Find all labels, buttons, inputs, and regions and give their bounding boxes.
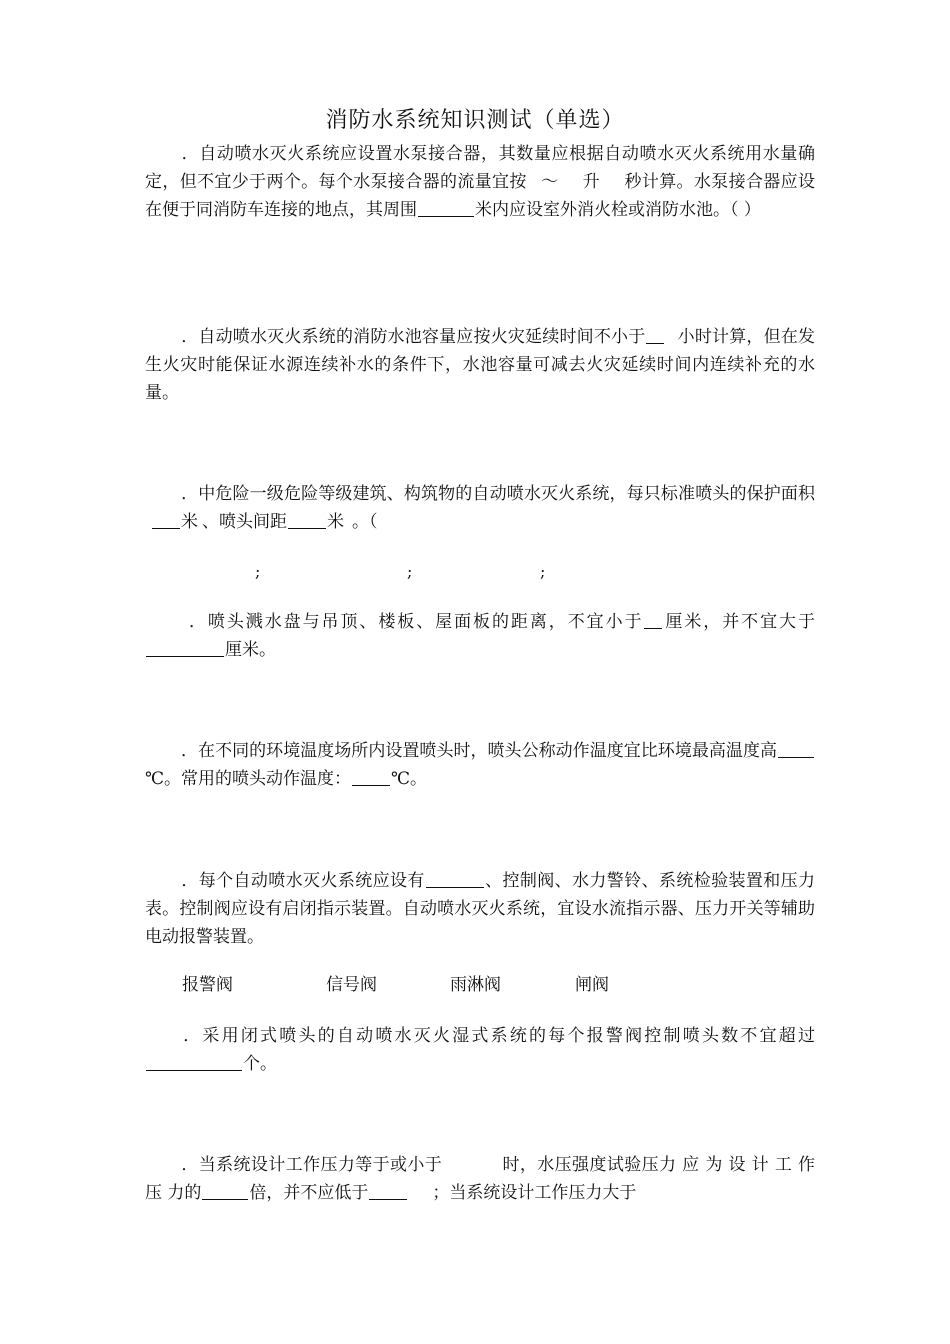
q3-text-1: ．中危险一级危险等级建筑、构筑物的自动喷水灭火系统，每只标准喷头的保护面积 — [181, 484, 815, 504]
question-4 — [145, 608, 815, 664]
answer-blank — [646, 326, 664, 344]
q7-text-2: 个。 — [243, 1054, 277, 1074]
q2-text-2: 小时计算，但在发生火灾时能保证水源连续补水的条件下，水池容量可减去火灾延续时间内连续补充的水量。 — [145, 327, 816, 403]
q4-text-2: 厘米，并不宜大于 — [663, 612, 815, 632]
q1-text-1: ．自动喷水灭火系统应设置水泵接合器，其数量应根据自动喷水灭火系统用水量确定，但不宜少于两个。每个水泵接合器的流量宜按 — [145, 144, 815, 192]
answer-blank — [644, 611, 662, 629]
answer-blank — [146, 1053, 242, 1071]
q1-text-4: 秒计算。水泵接合器应设在便于同消防车连接的地点，其周围 — [145, 172, 816, 220]
q3-text-5: 。（ — [352, 512, 378, 532]
option-signal-valve[interactable]: 信号阀 — [326, 975, 377, 995]
question-2 — [145, 323, 815, 407]
question-8 — [145, 1151, 815, 1207]
q5-text-1: ．在不同的环境温度场所内设置喷头时，喷头公称动作温度宜比环境最高温度高 — [181, 741, 777, 761]
q1-text-3: 升 — [582, 172, 601, 192]
question-6 — [145, 867, 815, 951]
q5-text-3: ℃。 — [391, 769, 428, 789]
answer-blank — [202, 1182, 248, 1200]
answer-blank — [418, 199, 474, 217]
answer-options — [0, 970, 950, 1000]
q3-text-2: 米 — [181, 512, 198, 532]
q7-text-1: ．采用闭式喷头的自动喷水灭火湿式系统的每个报警阀控制喷头数不宜超过 — [181, 1026, 815, 1046]
separator: ; — [407, 562, 413, 581]
q8-text-3: 倍，并不应低于 — [249, 1183, 369, 1203]
option-gate-valve[interactable]: 闸阀 — [575, 975, 609, 995]
option-alarm-valve[interactable]: 报警阀 — [182, 975, 233, 995]
q8-text-2: 时，水压强度试验压力 应 为 设 计 工 作压 力的 — [145, 1155, 815, 1203]
q4-text-1: ．喷头溅水盘与吊顶、楼板、屋面板的距离，不宜小于 — [187, 612, 644, 632]
question-7 — [145, 1022, 815, 1078]
q3-text-3: 、喷头间距 — [202, 512, 287, 532]
separator: ; — [540, 562, 546, 581]
question-5 — [145, 737, 815, 793]
answer-blank — [426, 870, 484, 888]
q2-text-1: ．自动喷水灭火系统的消防水池容量应按火灾延续时间不小于 — [181, 327, 646, 347]
q4-text-3: 厘米。 — [225, 640, 276, 660]
answer-blank — [152, 511, 180, 529]
answer-blank — [369, 1182, 407, 1200]
answer-blank — [146, 639, 224, 657]
separator: ; — [255, 562, 261, 581]
question-3 — [145, 480, 815, 536]
q6-text-1: ．每个自动喷水灭火系统应设有 — [181, 871, 425, 891]
answer-blank — [288, 511, 326, 529]
answer-blank — [778, 740, 814, 758]
option-deluge-valve[interactable]: 雨淋阀 — [450, 975, 501, 995]
page-title: 消防水系统知识测试（单选） — [325, 108, 625, 133]
q8-text-4: ；当系统设计工作压力大于 — [432, 1183, 637, 1203]
answer-blank — [352, 768, 390, 786]
q3-text-4: 米 — [327, 512, 344, 532]
q6-text-2: 、控制阀、水力警铃、系统检验装置和压力表。控制阀应设有启闭指示装置。自动喷水灭火系统，宜设水流指示器、压力开关等辅助电动报警装置。 — [145, 871, 816, 947]
q1-text-2: ～ — [540, 172, 559, 192]
q5-text-2: ℃。常用的喷头动作温度： — [145, 769, 352, 789]
q8-text-1: ．当系统设计工作压力等于或小于 — [181, 1155, 443, 1175]
question-1 — [145, 140, 815, 224]
q1-text-5: 米内应设室外消火栓或消防水池。（ ） — [475, 200, 761, 220]
